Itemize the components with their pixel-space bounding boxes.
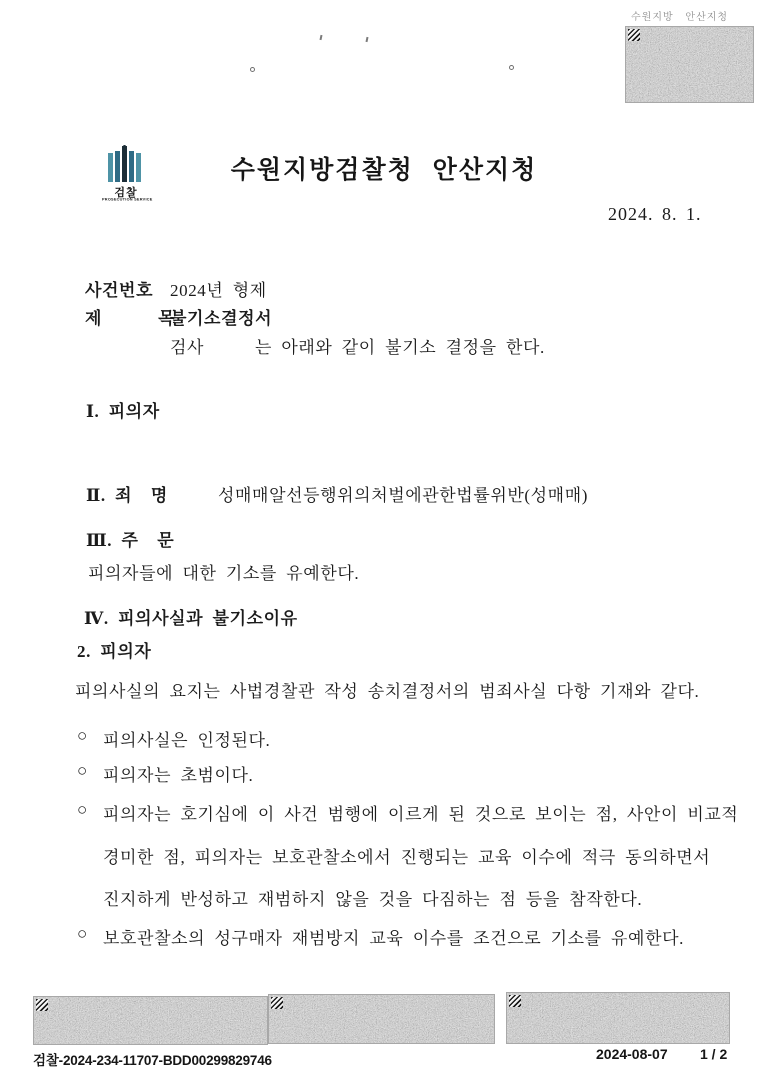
logo-subtext: PROSECUTION SERVICE — [102, 197, 153, 202]
section-1-heading: Ⅰ. 피의자 — [86, 402, 160, 421]
section-4-heading: Ⅳ. 피의사실과 불기소이유 — [84, 609, 298, 628]
scan-speck — [509, 65, 514, 70]
case-number-value: 2024년 형제 — [170, 281, 267, 300]
footer-barcode-1 — [33, 996, 268, 1045]
section-3-heading: Ⅲ. 주 문 — [86, 531, 175, 550]
bullet-item-4: 보호관찰소의 성구매자 재범방지 교육 이수를 조건으로 기소를 유예한다. — [103, 929, 684, 948]
prosecutor-label: 검사 — [170, 338, 205, 357]
bullet-item-1: 피의사실은 인정된다. — [103, 731, 271, 750]
scan-speck — [366, 37, 369, 42]
doc-type-label: 제 목 — [85, 309, 176, 328]
footer-barcode-3 — [506, 992, 730, 1044]
doc-type-value: 불기소결정서 — [170, 309, 273, 328]
print-date: 2024-08-07 — [596, 1046, 668, 1062]
bullet-item-3-line-2: 경미한 점, 피의자는 보호관찰소에서 진행되는 교육 이수에 적극 동의하면서 — [103, 848, 711, 867]
decision-statement: 는 아래와 같이 불기소 결정을 한다. — [255, 338, 545, 357]
logo-text: 검찰 — [114, 187, 138, 199]
barcode-corner-icon — [628, 29, 640, 41]
section-2-offense: 성매매알선등행위의처벌에관한법률위반(성매매) — [218, 486, 588, 505]
bullet-marker: ○ — [77, 726, 88, 745]
bullet-marker: ○ — [77, 761, 88, 780]
page-indicator: 1 / 2 — [700, 1046, 728, 1062]
document-title: 수원지방검찰청 안산지청 — [230, 156, 538, 184]
bullet-marker: ○ — [77, 924, 88, 943]
stamp-office-label: 수원지방 안산지청 — [631, 12, 729, 23]
stamp-2d-barcode — [625, 26, 754, 103]
section-3-disposition: 피의자들에 대한 기소를 유예한다. — [88, 564, 360, 583]
bullet-item-3-line-3: 진지하게 반성하고 재범하지 않을 것을 다짐하는 점 등을 참작한다. — [103, 890, 643, 909]
bullet-marker: ○ — [77, 800, 88, 819]
barcode-corner-icon — [36, 999, 48, 1011]
footer-barcode-2 — [268, 994, 495, 1044]
bullet-item-2: 피의자는 초범이다. — [103, 766, 254, 785]
case-number-label: 사건번호 — [85, 281, 154, 300]
subsection-heading: 2. 피의자 — [77, 642, 152, 661]
barcode-corner-icon — [271, 997, 283, 1009]
barcode-corner-icon — [509, 995, 521, 1007]
document-date: 2024. 8. 1. — [608, 204, 702, 224]
scan-speck — [320, 35, 323, 40]
bullet-item-3-line-1: 피의자는 호기심에 이 사건 범행에 이르게 된 것으로 보이는 점, 사안이 비교적 — [103, 805, 739, 824]
facts-summary: 피의사실의 요지는 사법경찰관 작성 송치결정서의 범죄사실 다항 기재와 같다. — [75, 682, 700, 701]
section-2-heading: Ⅱ. 죄 명 — [86, 486, 168, 505]
scan-speck — [250, 67, 255, 72]
document-id: 검찰-2024-234-11707-BDD00299829746 — [33, 1053, 272, 1068]
